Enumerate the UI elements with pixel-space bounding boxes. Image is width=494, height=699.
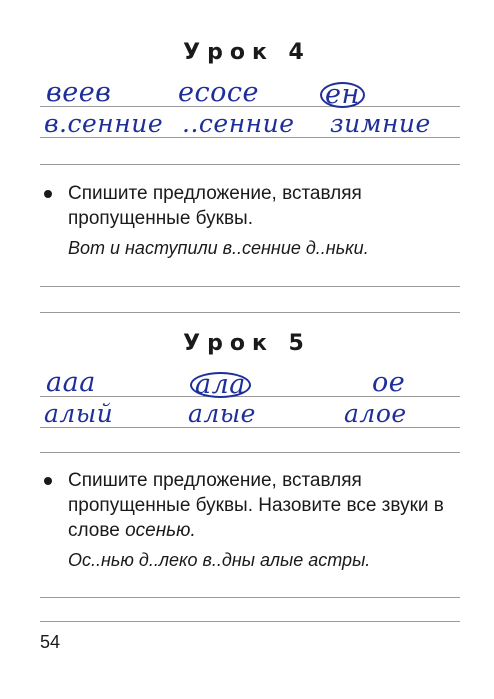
handwriting-word: ..сенние — [182, 109, 295, 138]
handwriting-word: алые — [188, 399, 256, 428]
page-number: 54 — [40, 632, 61, 652]
task-instruction: Спишите предложение, вставляя пропущенные буквы. Назовите все звуки в слове осенью. — [68, 470, 444, 541]
task-instruction: Спишите предложение, вставляя пропущенные буквы. — [68, 183, 362, 229]
handwriting-word: зимние — [330, 109, 431, 138]
bullet — [44, 477, 52, 485]
writing-line — [40, 164, 460, 165]
writing-line — [40, 621, 460, 622]
handwriting-word: алое — [344, 399, 407, 428]
handwriting-circled-letters: ен — [320, 80, 365, 110]
handwriting-letters: ое — [372, 367, 406, 398]
handwriting-letters: есосе — [178, 77, 259, 108]
handwriting-word: алый — [44, 399, 114, 428]
handwriting-letters: ааа — [46, 367, 96, 398]
bullet — [44, 190, 52, 198]
emphasized-word: осенью. — [125, 520, 196, 541]
handwriting-letters: веев — [46, 77, 112, 108]
writing-line — [40, 452, 460, 453]
writing-line — [40, 597, 460, 598]
lesson-4-title: Урок 4 — [183, 40, 311, 65]
handwriting-circled-letters: ала — [190, 370, 251, 400]
handwriting-word: в.сенние — [44, 109, 164, 138]
lesson-5-title: Урок 5 — [183, 331, 311, 356]
writing-line — [40, 286, 460, 287]
writing-line — [40, 312, 460, 313]
task-sentence: Вот и наступили в..сенние д..ньки. — [68, 238, 369, 258]
task-sentence: Ос..нью д..леко в..дны алые астры. — [68, 550, 371, 570]
